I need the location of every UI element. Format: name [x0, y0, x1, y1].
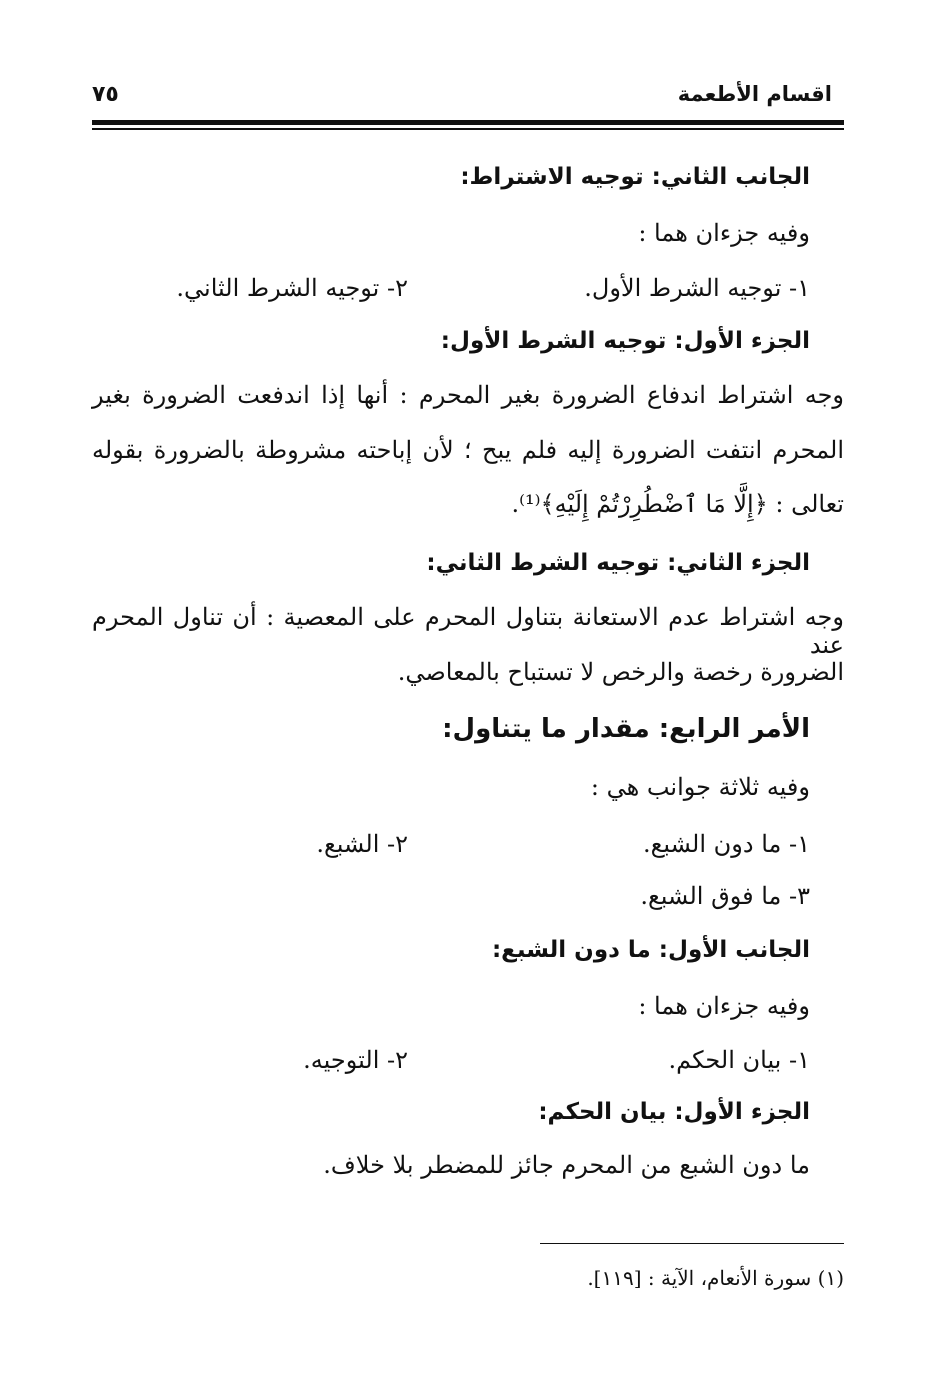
subsection-heading: الجزء الثاني: توجيه الشرط الثاني:: [426, 550, 810, 576]
paragraph-line: وجه اشتراط اندفاع الضرورة بغير المحرم : أنها إذا اندفعت الضرورة بغير: [92, 381, 844, 409]
subsection-heading: الجزء الأول: توجيه الشرط الأول:: [440, 328, 810, 354]
footnote: (١) سورة الأنعام، الآية : [١١٩].: [587, 1266, 844, 1290]
list-item: ٢- توجيه الشرط الثاني.: [176, 274, 408, 302]
paragraph-line: الضرورة رخصة والرخص لا تستباح بالمعاصي.: [397, 658, 844, 686]
paragraph-line: المحرم انتفت الضرورة إليه فلم يبح ؛ لأن إباحته مشروطة بالضرورة بقوله: [92, 436, 844, 464]
section-heading: الجانب الثاني: توجيه الاشتراط:: [460, 164, 810, 190]
section-heading: الجانب الأول: ما دون الشبع:: [491, 937, 810, 963]
section-heading: الأمر الرابع: مقدار ما يتناول:: [442, 714, 810, 744]
header-rule-thick: [92, 120, 844, 125]
footnote-rule: [540, 1243, 844, 1244]
list-item: ١- ما دون الشبع.: [643, 830, 810, 858]
subsection-heading: الجزء الأول: بيان الحكم:: [538, 1099, 810, 1125]
list-item: ٢- التوجيه.: [303, 1046, 408, 1074]
paragraph: وفيه ثلاثة جوانب هي :: [590, 773, 810, 801]
paragraph: ما دون الشبع من المحرم جائز للمضطر بلا خلاف.: [323, 1151, 810, 1179]
paragraph: وفيه جزءان هما :: [638, 219, 810, 247]
list-item: ٢- الشبع.: [316, 830, 408, 858]
list-item: ٣- ما فوق الشبع.: [640, 882, 810, 910]
list-item: ١- بيان الحكم.: [668, 1046, 810, 1074]
paragraph: وفيه جزءان هما :: [638, 992, 810, 1020]
page-number: ٧٥: [92, 82, 119, 107]
paragraph-line: تعالى : ﴿إِلَّا مَا ٱضْطُرِرْتُمْ إِلَيْهِ﴾⁽¹⁾.: [511, 490, 844, 518]
paragraph-line: وجه اشتراط عدم الاستعانة بتناول المحرم على المعصية : أن تناول المحرم عند: [92, 603, 844, 659]
header-rule-thin: [92, 128, 844, 130]
running-title: اقسام الأطعمة: [677, 82, 832, 106]
list-item: ١- توجيه الشرط الأول.: [584, 274, 810, 302]
